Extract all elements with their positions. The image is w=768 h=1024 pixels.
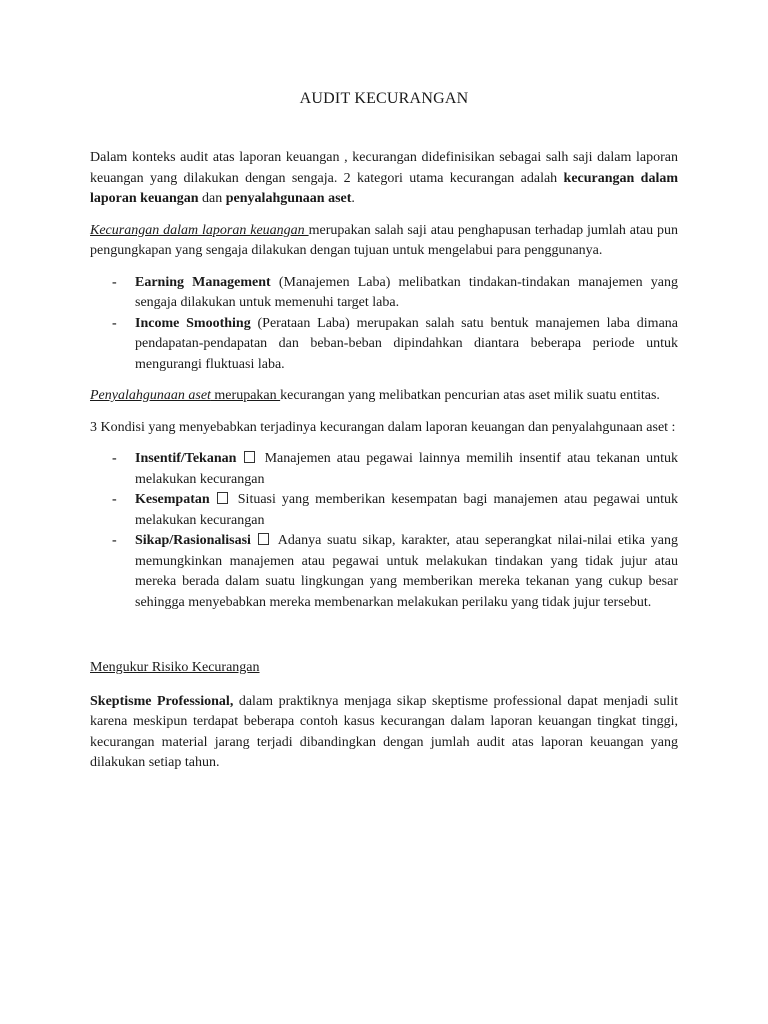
- kondisi-intro-paragraph: 3 Kondisi yang menyebabkan terjadinya kecurangan dalam laporan keuangan dan penyalahgunaan aset :: [90, 419, 676, 435]
- dash-bullet: -: [112, 533, 117, 548]
- dash-bullet: -: [112, 492, 117, 507]
- list-item-term: Insentif/Tekanan: [135, 451, 237, 466]
- list-item-term: Earning Management: [135, 274, 271, 290]
- dash-bullet: -: [112, 315, 117, 331]
- pa-paragraph: [90, 386, 678, 407]
- section-heading: Mengukur Risiko Kecurangan: [90, 660, 260, 675]
- list-item: [90, 490, 678, 531]
- list-item-text: Manajemen atau pegawai lainnya memilih insentif atau tekanan untuk melakukan kecurangan: [135, 451, 678, 487]
- intro-paragraph: [90, 148, 678, 210]
- intro-period: .: [351, 191, 355, 206]
- intro-bold-term-1: kecurangan dalam laporan keuangan: [90, 170, 678, 206]
- list-item: [90, 531, 678, 613]
- pa-term: Penyalahgunaan aset: [90, 388, 211, 403]
- list-item-term: Sikap/Rasionalisasi: [135, 533, 251, 548]
- dash-bullet: -: [112, 451, 117, 466]
- skeptisme-text: dalam praktiknya menjaga sikap skeptisme professional dapat menjadi sulit karena meskipun terdapat beberapa contoh kasus kecurangan dalam laporan keuangan tingkat tinggi, kecurangan material jarang terjadi dibandingkan dengan jumlah audit atas laporan keuangan yang dilakukan setiap tahun.: [90, 693, 678, 770]
- pa-text: kecurangan yang melibatkan pencurian atas aset milik suatu entitas.: [280, 388, 660, 403]
- list-item-term: Kesempatan: [135, 492, 210, 507]
- list-item: [90, 449, 678, 490]
- missing-glyph-box-icon: [244, 451, 255, 463]
- intro-conjunction: dan: [198, 191, 226, 206]
- kondisi-list: [90, 449, 678, 613]
- dash-bullet: -: [112, 274, 117, 290]
- kdlk-term: Kecurangan dalam laporan keuangan: [90, 222, 309, 238]
- missing-glyph-box-icon: [258, 533, 269, 545]
- list-item-text: (Manajemen Laba) melibatkan tindakan-tindakan manajemen yang sengaja dilakukan untuk memenuhi target laba.: [135, 274, 678, 310]
- spacer: [90, 624, 678, 658]
- kdlk-paragraph: [90, 221, 678, 262]
- document-title: AUDIT KECURANGAN: [299, 90, 469, 107]
- list-item-term: Income Smoothing: [135, 315, 251, 331]
- list-item-text: (Perataan Laba) merupakan salah satu bentuk manajemen laba dimana pendapatan-pendapatan dan beban-beban dipindahkan diantara beberapa periode untuk mengurangi fluktuasi laba.: [135, 315, 678, 372]
- pa-verb: merupakan: [210, 388, 281, 403]
- kdlk-list: [90, 273, 678, 376]
- intro-text: Dalam konteks audit atas laporan keuangan , kecurangan didefinisikan sebagai salh saji dalam laporan keuangan yang dilakukan dengan sengaja. 2 kategori utama kecurangan adalah: [90, 150, 678, 186]
- list-item: [90, 273, 678, 314]
- skeptisme-paragraph: [90, 692, 678, 774]
- kdlk-text: merupakan salah saji atau penghapusan terhadap jumlah atau pun pengungkapan yang sengaja dilakukan dengan tujuan untuk mengelabui para penggunanya.: [90, 222, 679, 258]
- missing-glyph-box-icon: [217, 492, 228, 504]
- skeptisme-term: Skeptisme Professional,: [90, 693, 234, 709]
- intro-bold-term-2: penyalahgunaan aset: [225, 191, 352, 206]
- list-item: [90, 314, 678, 376]
- list-item-text: Situasi yang memberikan kesempatan bagi manajemen atau pegawai untuk melakukan kecurangan: [135, 492, 678, 528]
- list-item-text: Adanya suatu sikap, karakter, atau seperangkat nilai-nilai etika yang memungkinkan manajemen atau pegawai untuk melakukan tindakan yang tidak jujur atau mereka berada dalam suatu lingkungan yang memberikan mereka tekanan yang cukup besar sehingga menyebabkan mereka membenarkan melakukan perilaku yang tidak jujur tersebut.: [135, 533, 679, 610]
